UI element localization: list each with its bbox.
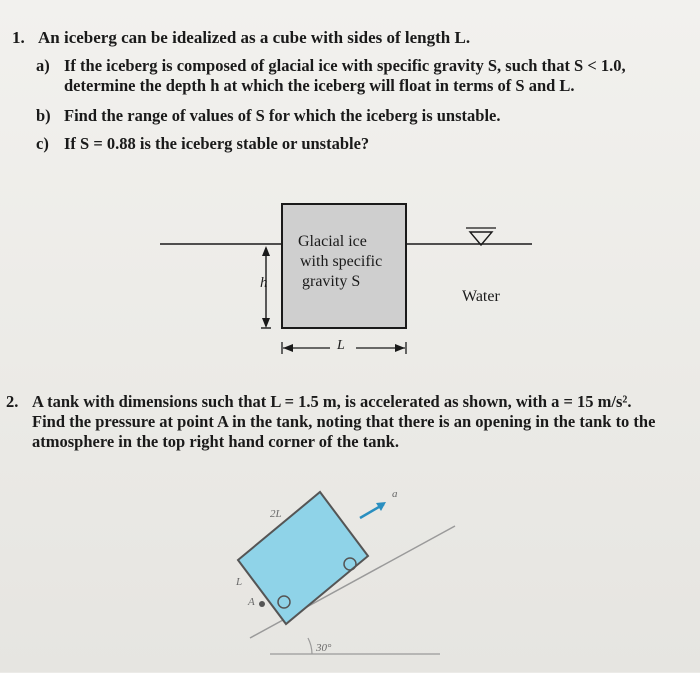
question-2-number: 2. (6, 392, 19, 411)
tank-diagram (200, 478, 460, 668)
length-label: L (337, 338, 345, 353)
part-a-text-line2: determine the depth h at which the iceberg will float in terms of S and L. (64, 76, 575, 95)
tank-height-label: L (236, 576, 243, 588)
acceleration-label: a (392, 488, 398, 500)
part-c (36, 134, 369, 154)
part-c-label: c) (36, 134, 49, 153)
question-2-line2: Find the pressure at point A in the tank, noting that there is an opening in the tank to the (32, 412, 656, 431)
angle-label: 30° (316, 642, 332, 654)
ice-label-line3: gravity S (302, 273, 361, 290)
point-a-label: A (248, 596, 255, 608)
water-level-triangle-icon (470, 232, 492, 245)
part-a (36, 56, 626, 76)
water-label: Water (462, 288, 500, 305)
point-a-marker (259, 601, 265, 607)
tank-width-label: 2L (270, 508, 282, 520)
ice-label-line1: Glacial ice (298, 233, 367, 250)
part-c-text: If S = 0.88 is the iceberg stable or unstable? (64, 134, 370, 153)
part-b (36, 106, 501, 126)
part-b-text: Find the range of values of S for which the iceberg is unstable. (64, 106, 501, 125)
tank-figure (200, 478, 460, 668)
question-1-number: 1. (12, 28, 25, 47)
question-2-line1: A tank with dimensions such that L = 1.5 m, is accelerated as shown, with a = 15 m/s². (32, 392, 632, 411)
angle-arc (308, 638, 312, 654)
part-a-continued (64, 76, 575, 96)
part-a-label: a) (36, 56, 50, 75)
part-b-label: b) (36, 106, 51, 125)
part-a-text-line1: If the iceberg is composed of glacial ice with specific gravity S, such that S < 1.0, (64, 56, 626, 75)
iceberg-diagram (0, 190, 700, 370)
question-2-line3: atmosphere in the top right hand corner of the tank. (32, 432, 399, 451)
ice-label-line2: with specific (300, 253, 383, 270)
question-1-stem: An iceberg can be idealized as a cube with sides of length L. (38, 28, 471, 47)
depth-label: h (260, 275, 268, 291)
